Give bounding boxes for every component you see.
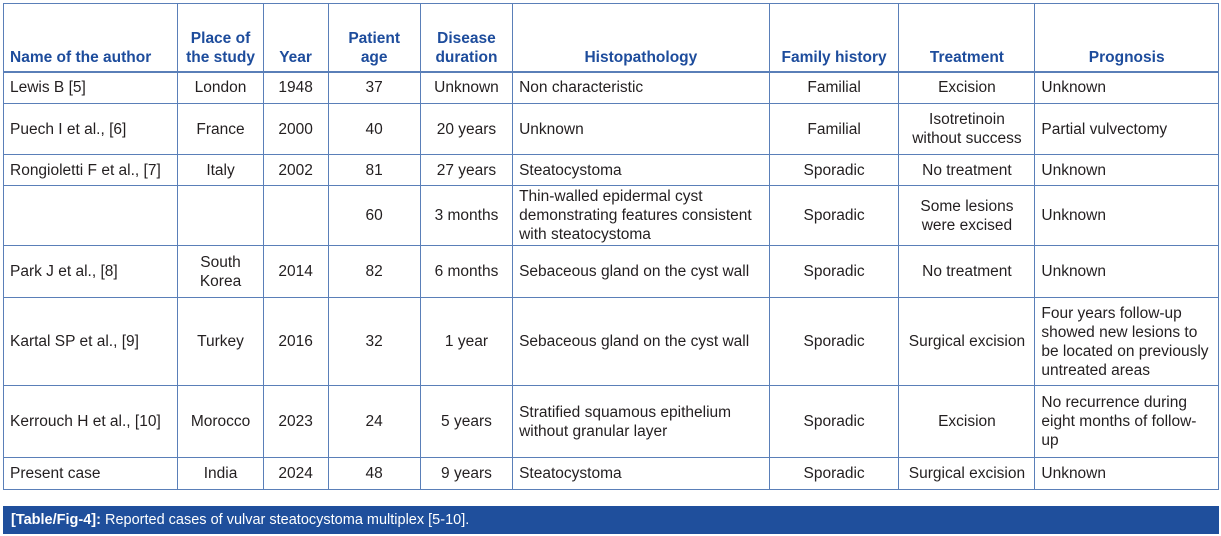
cell-duration: 20 years	[420, 104, 512, 155]
cell-prognosis: Unknown	[1035, 155, 1219, 186]
cell-year: 2024	[263, 458, 328, 490]
cell-family-history: Familial	[769, 104, 899, 155]
cell-family-history: Sporadic	[769, 186, 899, 246]
header-year: Year	[263, 4, 328, 72]
cell-year: 2023	[263, 386, 328, 458]
cell-prognosis: Unknown	[1035, 72, 1219, 104]
cell-treatment: Excision	[899, 386, 1035, 458]
header-prognosis: Prognosis	[1035, 4, 1219, 72]
cell-author: Park J et al., [8]	[4, 246, 178, 298]
cell-year: 1948	[263, 72, 328, 104]
cell-family-history: Sporadic	[769, 155, 899, 186]
cell-year	[263, 186, 328, 246]
cell-prognosis: Four years follow-up showed new lesions to be located on previously untreated areas	[1035, 298, 1219, 386]
cell-place: London	[178, 72, 263, 104]
cell-place	[178, 186, 263, 246]
table-row	[4, 155, 1219, 186]
cell-duration: Unknown	[420, 72, 512, 104]
cell-place: Turkey	[178, 298, 263, 386]
cell-histopathology: Steatocystoma	[513, 458, 770, 490]
cases-table	[3, 3, 1219, 490]
header-author: Name of the author	[4, 4, 178, 72]
header-treatment: Treatment	[899, 4, 1035, 72]
cell-place: France	[178, 104, 263, 155]
header-place: Place of the study	[178, 4, 263, 72]
table-row	[4, 386, 1219, 458]
cell-age: 24	[328, 386, 420, 458]
cell-author	[4, 186, 178, 246]
cell-family-history: Sporadic	[769, 246, 899, 298]
cell-age: 37	[328, 72, 420, 104]
cell-treatment: No treatment	[899, 155, 1035, 186]
cell-duration: 27 years	[420, 155, 512, 186]
cell-year: 2014	[263, 246, 328, 298]
cell-place: South Korea	[178, 246, 263, 298]
cell-treatment: Surgical excision	[899, 298, 1035, 386]
cell-histopathology: Steatocystoma	[513, 155, 770, 186]
cell-duration: 1 year	[420, 298, 512, 386]
cell-age: 32	[328, 298, 420, 386]
table-row	[4, 72, 1219, 104]
cell-histopathology: Thin-walled epidermal cyst demonstrating features consistent with steatocystoma	[513, 186, 770, 246]
header-age: Patient age	[328, 4, 420, 72]
header-row	[4, 4, 1219, 72]
cell-histopathology: Stratified squamous epithelium without granular layer	[513, 386, 770, 458]
cell-histopathology: Unknown	[513, 104, 770, 155]
cell-age: 81	[328, 155, 420, 186]
cell-family-history: Familial	[769, 72, 899, 104]
figure-caption	[3, 506, 1219, 534]
cell-histopathology: Sebaceous gland on the cyst wall	[513, 298, 770, 386]
table-body	[4, 72, 1219, 490]
cell-treatment: No treatment	[899, 246, 1035, 298]
table-row	[4, 298, 1219, 386]
cell-duration: 5 years	[420, 386, 512, 458]
table-row	[4, 104, 1219, 155]
cell-histopathology: Non characteristic	[513, 72, 770, 104]
cell-age: 82	[328, 246, 420, 298]
cell-age: 40	[328, 104, 420, 155]
cell-duration: 6 months	[420, 246, 512, 298]
cell-year: 2002	[263, 155, 328, 186]
header-duration: Disease duration	[420, 4, 512, 72]
cell-family-history: Sporadic	[769, 458, 899, 490]
cell-year: 2016	[263, 298, 328, 386]
caption-label: [Table/Fig-4]:	[11, 512, 101, 528]
cell-author: Present case	[4, 458, 178, 490]
cell-prognosis: No recurrence during eight months of follow-up	[1035, 386, 1219, 458]
table-row	[4, 186, 1219, 246]
cell-histopathology: Sebaceous gland on the cyst wall	[513, 246, 770, 298]
cell-author: Lewis B [5]	[4, 72, 178, 104]
cell-treatment: Excision	[899, 72, 1035, 104]
cell-duration: 9 years	[420, 458, 512, 490]
header-family-history: Family history	[769, 4, 899, 72]
cell-family-history: Sporadic	[769, 298, 899, 386]
cell-author: Rongioletti F et al., [7]	[4, 155, 178, 186]
cell-family-history: Sporadic	[769, 386, 899, 458]
cell-prognosis: Unknown	[1035, 186, 1219, 246]
cell-treatment: Isotretinoin without success	[899, 104, 1035, 155]
cell-treatment: Surgical excision	[899, 458, 1035, 490]
cell-prognosis: Partial vulvectomy	[1035, 104, 1219, 155]
header-histopathology: Histopathology	[513, 4, 770, 72]
caption-text: Reported cases of vulvar steatocystoma multiplex [5-10].	[100, 512, 470, 528]
cell-year: 2000	[263, 104, 328, 155]
cell-author: Kerrouch H et al., [10]	[4, 386, 178, 458]
cell-duration: 3 months	[420, 186, 512, 246]
cell-age: 48	[328, 458, 420, 490]
cell-author: Kartal SP et al., [9]	[4, 298, 178, 386]
cell-prognosis: Unknown	[1035, 246, 1219, 298]
cell-age: 60	[328, 186, 420, 246]
cell-place: India	[178, 458, 263, 490]
cell-place: Morocco	[178, 386, 263, 458]
table-row	[4, 246, 1219, 298]
cell-treatment: Some lesions were excised	[899, 186, 1035, 246]
cell-prognosis: Unknown	[1035, 458, 1219, 490]
table-row	[4, 458, 1219, 490]
cell-place: Italy	[178, 155, 263, 186]
cell-author: Puech I et al., [6]	[4, 104, 178, 155]
